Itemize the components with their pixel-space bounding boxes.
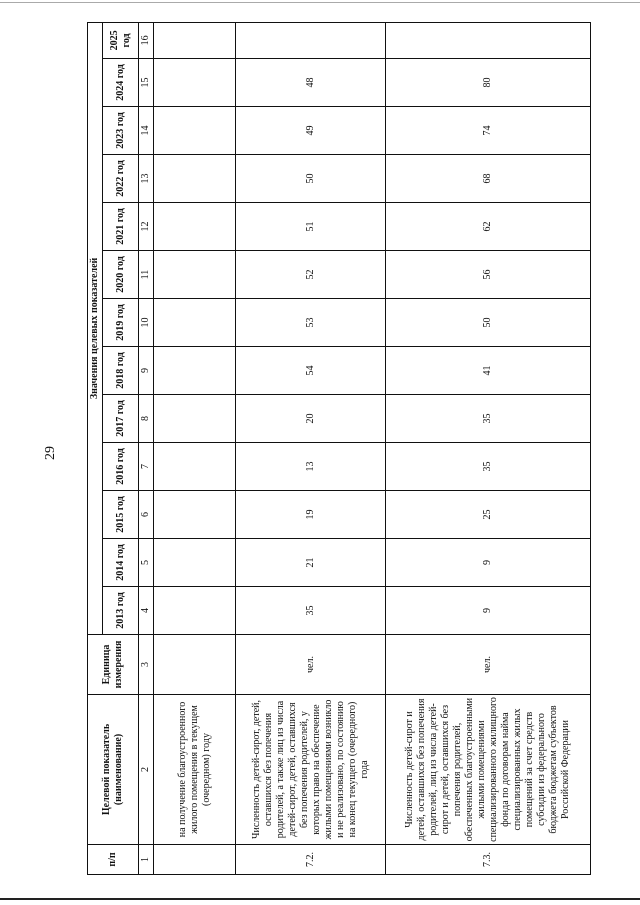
value-cell (154, 491, 236, 539)
value-cell: 80 (386, 59, 591, 107)
column-number: 6 (139, 491, 154, 539)
value-cell (154, 443, 236, 491)
column-number: 3 (139, 635, 154, 695)
value-cell: 35 (386, 395, 591, 443)
table-row (154, 22, 236, 874)
value-cell (386, 22, 591, 58)
value-cell: 35 (236, 587, 386, 635)
value-cell: 9 (386, 539, 591, 587)
value-cell (154, 251, 236, 299)
column-number: 10 (139, 299, 154, 347)
column-number: 5 (139, 539, 154, 587)
year-header: 2021 год (103, 203, 139, 251)
rotated-table-wrapper (87, 23, 591, 875)
value-cell: 56 (386, 251, 591, 299)
year-header: 2022 год (103, 155, 139, 203)
value-cell: 20 (236, 395, 386, 443)
column-number: 16 (139, 22, 154, 58)
value-cell: 25 (386, 491, 591, 539)
header-unit: Единица измерения (88, 635, 139, 695)
value-cell (154, 587, 236, 635)
year-header: 2019 год (103, 299, 139, 347)
column-number: 8 (139, 395, 154, 443)
year-header: 2017 год (103, 395, 139, 443)
column-number: 13 (139, 155, 154, 203)
header-np: п/п (88, 845, 139, 875)
target-indicators-table (87, 22, 591, 875)
value-cell (154, 539, 236, 587)
value-cell: 68 (386, 155, 591, 203)
value-cell (154, 59, 236, 107)
value-cell (154, 299, 236, 347)
column-number: 2 (139, 695, 154, 845)
top-edge-rule (0, 2, 640, 3)
column-number: 15 (139, 59, 154, 107)
indicator-name: Численность детей-сирот и детей, оставшихся без попечения родителей, лиц из числа детей-сирот и детей, оставшихся без попечения родителей, обеспеченных благоустроенными жилыми помещениями специализированного жилищного фонда по договорам найма специализированных жилых помещений за счет средств субсидии из федерального бюджета бюджетам субъектов Российской Федерации (386, 695, 591, 845)
indicator-name: на получение благоустроенного жилого помещения в текущем (очередном) году (154, 695, 236, 845)
page-number: 29 (43, 446, 58, 460)
year-header: 2018 год (103, 347, 139, 395)
value-cell (154, 22, 236, 58)
year-header: 2020 год (103, 251, 139, 299)
value-cell: 50 (236, 155, 386, 203)
column-number: 9 (139, 347, 154, 395)
value-cell: 9 (386, 587, 591, 635)
column-number: 12 (139, 203, 154, 251)
value-cell: 49 (236, 107, 386, 155)
value-cell: 53 (236, 299, 386, 347)
value-cell (154, 155, 236, 203)
table-row (236, 22, 386, 874)
year-header: 2024 год (103, 59, 139, 107)
value-cell: 62 (386, 203, 591, 251)
value-cell (154, 107, 236, 155)
value-cell (154, 395, 236, 443)
value-cell: 48 (236, 59, 386, 107)
indicator-name: Численность детей-сирот, детей, оставшихся без попечения родителей, а также лиц из числа детей-сирот, детей, оставшихся без попечения родителей, у которых право на обеспечение жилыми помещениями возникло и не реализовано, по состоянию на конец текущего (очередного) года (236, 695, 386, 845)
year-header: 2023 год (103, 107, 139, 155)
value-cell: 54 (236, 347, 386, 395)
year-header: 2013 год (103, 587, 139, 635)
value-cell: 21 (236, 539, 386, 587)
row-number (154, 845, 236, 875)
row-number: 7.2. (236, 845, 386, 875)
column-number: 1 (139, 845, 154, 875)
value-cell: 41 (386, 347, 591, 395)
value-cell: 35 (386, 443, 591, 491)
table-row (386, 22, 591, 874)
bottom-edge-rule (0, 898, 640, 900)
column-number: 11 (139, 251, 154, 299)
year-header: 2016 год (103, 443, 139, 491)
unit-cell: чел. (386, 635, 591, 695)
row-number: 7.3. (386, 845, 591, 875)
year-header: 2015 год (103, 491, 139, 539)
value-cell (236, 22, 386, 58)
value-cell: 13 (236, 443, 386, 491)
value-cell: 52 (236, 251, 386, 299)
year-header: 2025 год (103, 22, 139, 58)
value-cell: 50 (386, 299, 591, 347)
column-number: 4 (139, 587, 154, 635)
value-cell: 74 (386, 107, 591, 155)
value-cell (154, 347, 236, 395)
column-number: 7 (139, 443, 154, 491)
unit-cell (154, 635, 236, 695)
year-header: 2014 год (103, 539, 139, 587)
header-values: Значения целевых показателей (88, 22, 103, 634)
value-cell (154, 203, 236, 251)
column-number: 14 (139, 107, 154, 155)
header-indicator: Целевой показатель (наименование) (88, 695, 139, 845)
value-cell: 51 (236, 203, 386, 251)
value-cell: 19 (236, 491, 386, 539)
unit-cell: чел. (236, 635, 386, 695)
